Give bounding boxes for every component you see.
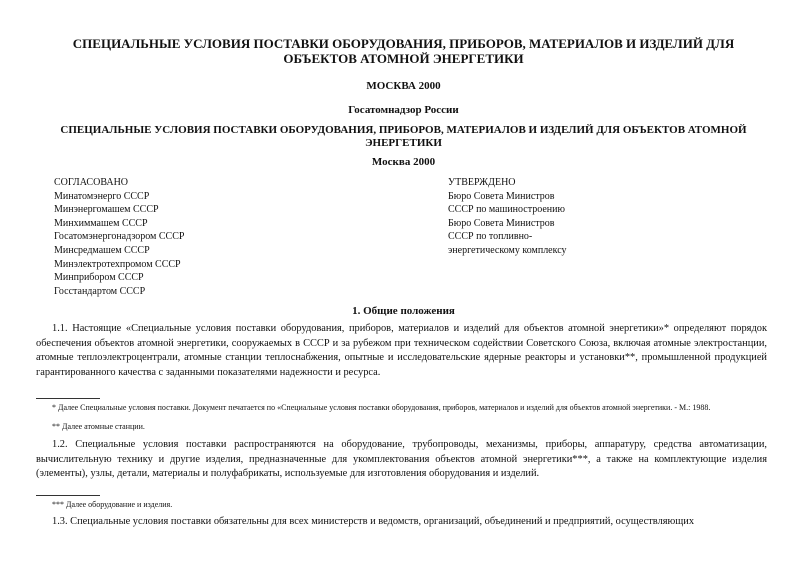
approved-block <box>448 176 768 258</box>
document-title-repeat: СПЕЦИАЛЬНЫЕ УСЛОВИЯ ПОСТАВКИ ОБОРУДОВАНИЯ, ПРИБОРОВ, МАТЕРИАЛОВ И ИЗДЕЛИЙ ДЛЯ ОБЪЕКТОВ АТОМНОЙ ЭНЕРГЕТИКИ <box>60 124 747 149</box>
agreed-item: Госстандартом СССР <box>54 285 146 297</box>
approved-item: энергетическому комплексу <box>448 244 567 256</box>
document-city-year: МОСКВА 2000 <box>366 80 441 92</box>
agreed-item: Минсредмашем СССР <box>54 244 150 256</box>
paragraph-1-3: 1.3. Специальные условия поставки обязательны для всех министерств и ведомств, организаций, объединений и предприятий, осуществляющих <box>52 516 695 527</box>
agreed-item: Минатомэнерго СССР <box>54 190 150 202</box>
agreed-block <box>54 176 384 298</box>
section-heading: 1. Общие положения <box>352 305 455 317</box>
document-agency: Госатомнадзор России <box>348 104 459 116</box>
approved-heading: УТВЕРЖДЕНО <box>448 177 516 188</box>
footnote-3: *** Далее оборудование и изделия. <box>52 500 173 509</box>
approved-item: Бюро Совета Министров <box>448 217 555 229</box>
agreed-heading: СОГЛАСОВАНО <box>54 177 129 188</box>
approved-item: Бюро Совета Министров <box>448 190 555 202</box>
paragraph-1-2: 1.2. Специальные условия поставки распространяются на оборудование, трубопроводы, механизмы, приборы, аппаратуру, средства автоматизации, вычислительную технику и другие изделия, предназначенные для укомплектования объектов атомной энергетики***, а также на комплектующие изделия (элементы), узлы, детали, материалы и полуфабрикаты, используемые для изготовления оборудования и изделий. <box>36 439 767 480</box>
approved-item: СССР по машиностроению <box>448 204 565 216</box>
agreed-item: Минприбором СССР <box>54 272 144 284</box>
footnote-1: * Далее Специальные условия поставки. Документ печатается по «Специальные условия поставки оборудования, приборов, материалов и изделий для объектов атомной энергетики. - М.: 1988. <box>52 403 711 412</box>
agreed-item: Госатомэнергонадзором СССР <box>54 231 185 243</box>
document-title: СПЕЦИАЛЬНЫЕ УСЛОВИЯ ПОСТАВКИ ОБОРУДОВАНИЯ, ПРИБОРОВ, МАТЕРИАЛОВ И ИЗДЕЛИЙ ДЛЯ ОБЪЕКТОВ АТОМНОЙ ЭНЕРГЕТИКИ <box>72 36 735 66</box>
document-city-year-repeat: Москва 2000 <box>371 156 436 168</box>
footnote-divider <box>36 398 100 399</box>
footnote-2: ** Далее атомные станции. <box>52 422 145 431</box>
approved-item: СССР по топливно- <box>448 231 533 243</box>
footnote-divider <box>36 495 100 496</box>
agreed-item: Минхиммашем СССР <box>54 217 148 229</box>
agreed-item: Минэлектротехпромом СССР <box>54 258 181 270</box>
agreed-item: Минэнергомашем СССР <box>54 204 159 216</box>
paragraph-1-1: 1.1. Настоящие «Специальные условия поставки оборудования, приборов, материалов и изделий для объектов атомной энергетики»* определяют порядок обеспечения объектов атомной энергетики, сооружаемых в СССР и за рубежом при техническом содействии Советского Союза, включая атомные электростанции, атомные теплоэлектроцентрали, атомные станции теплоснабжения, опытные и исследовательские ядерные реакторы и установки**, промышленной продукцией гарантированного качества с заданными показателями надежности и ресурса. <box>36 323 767 378</box>
